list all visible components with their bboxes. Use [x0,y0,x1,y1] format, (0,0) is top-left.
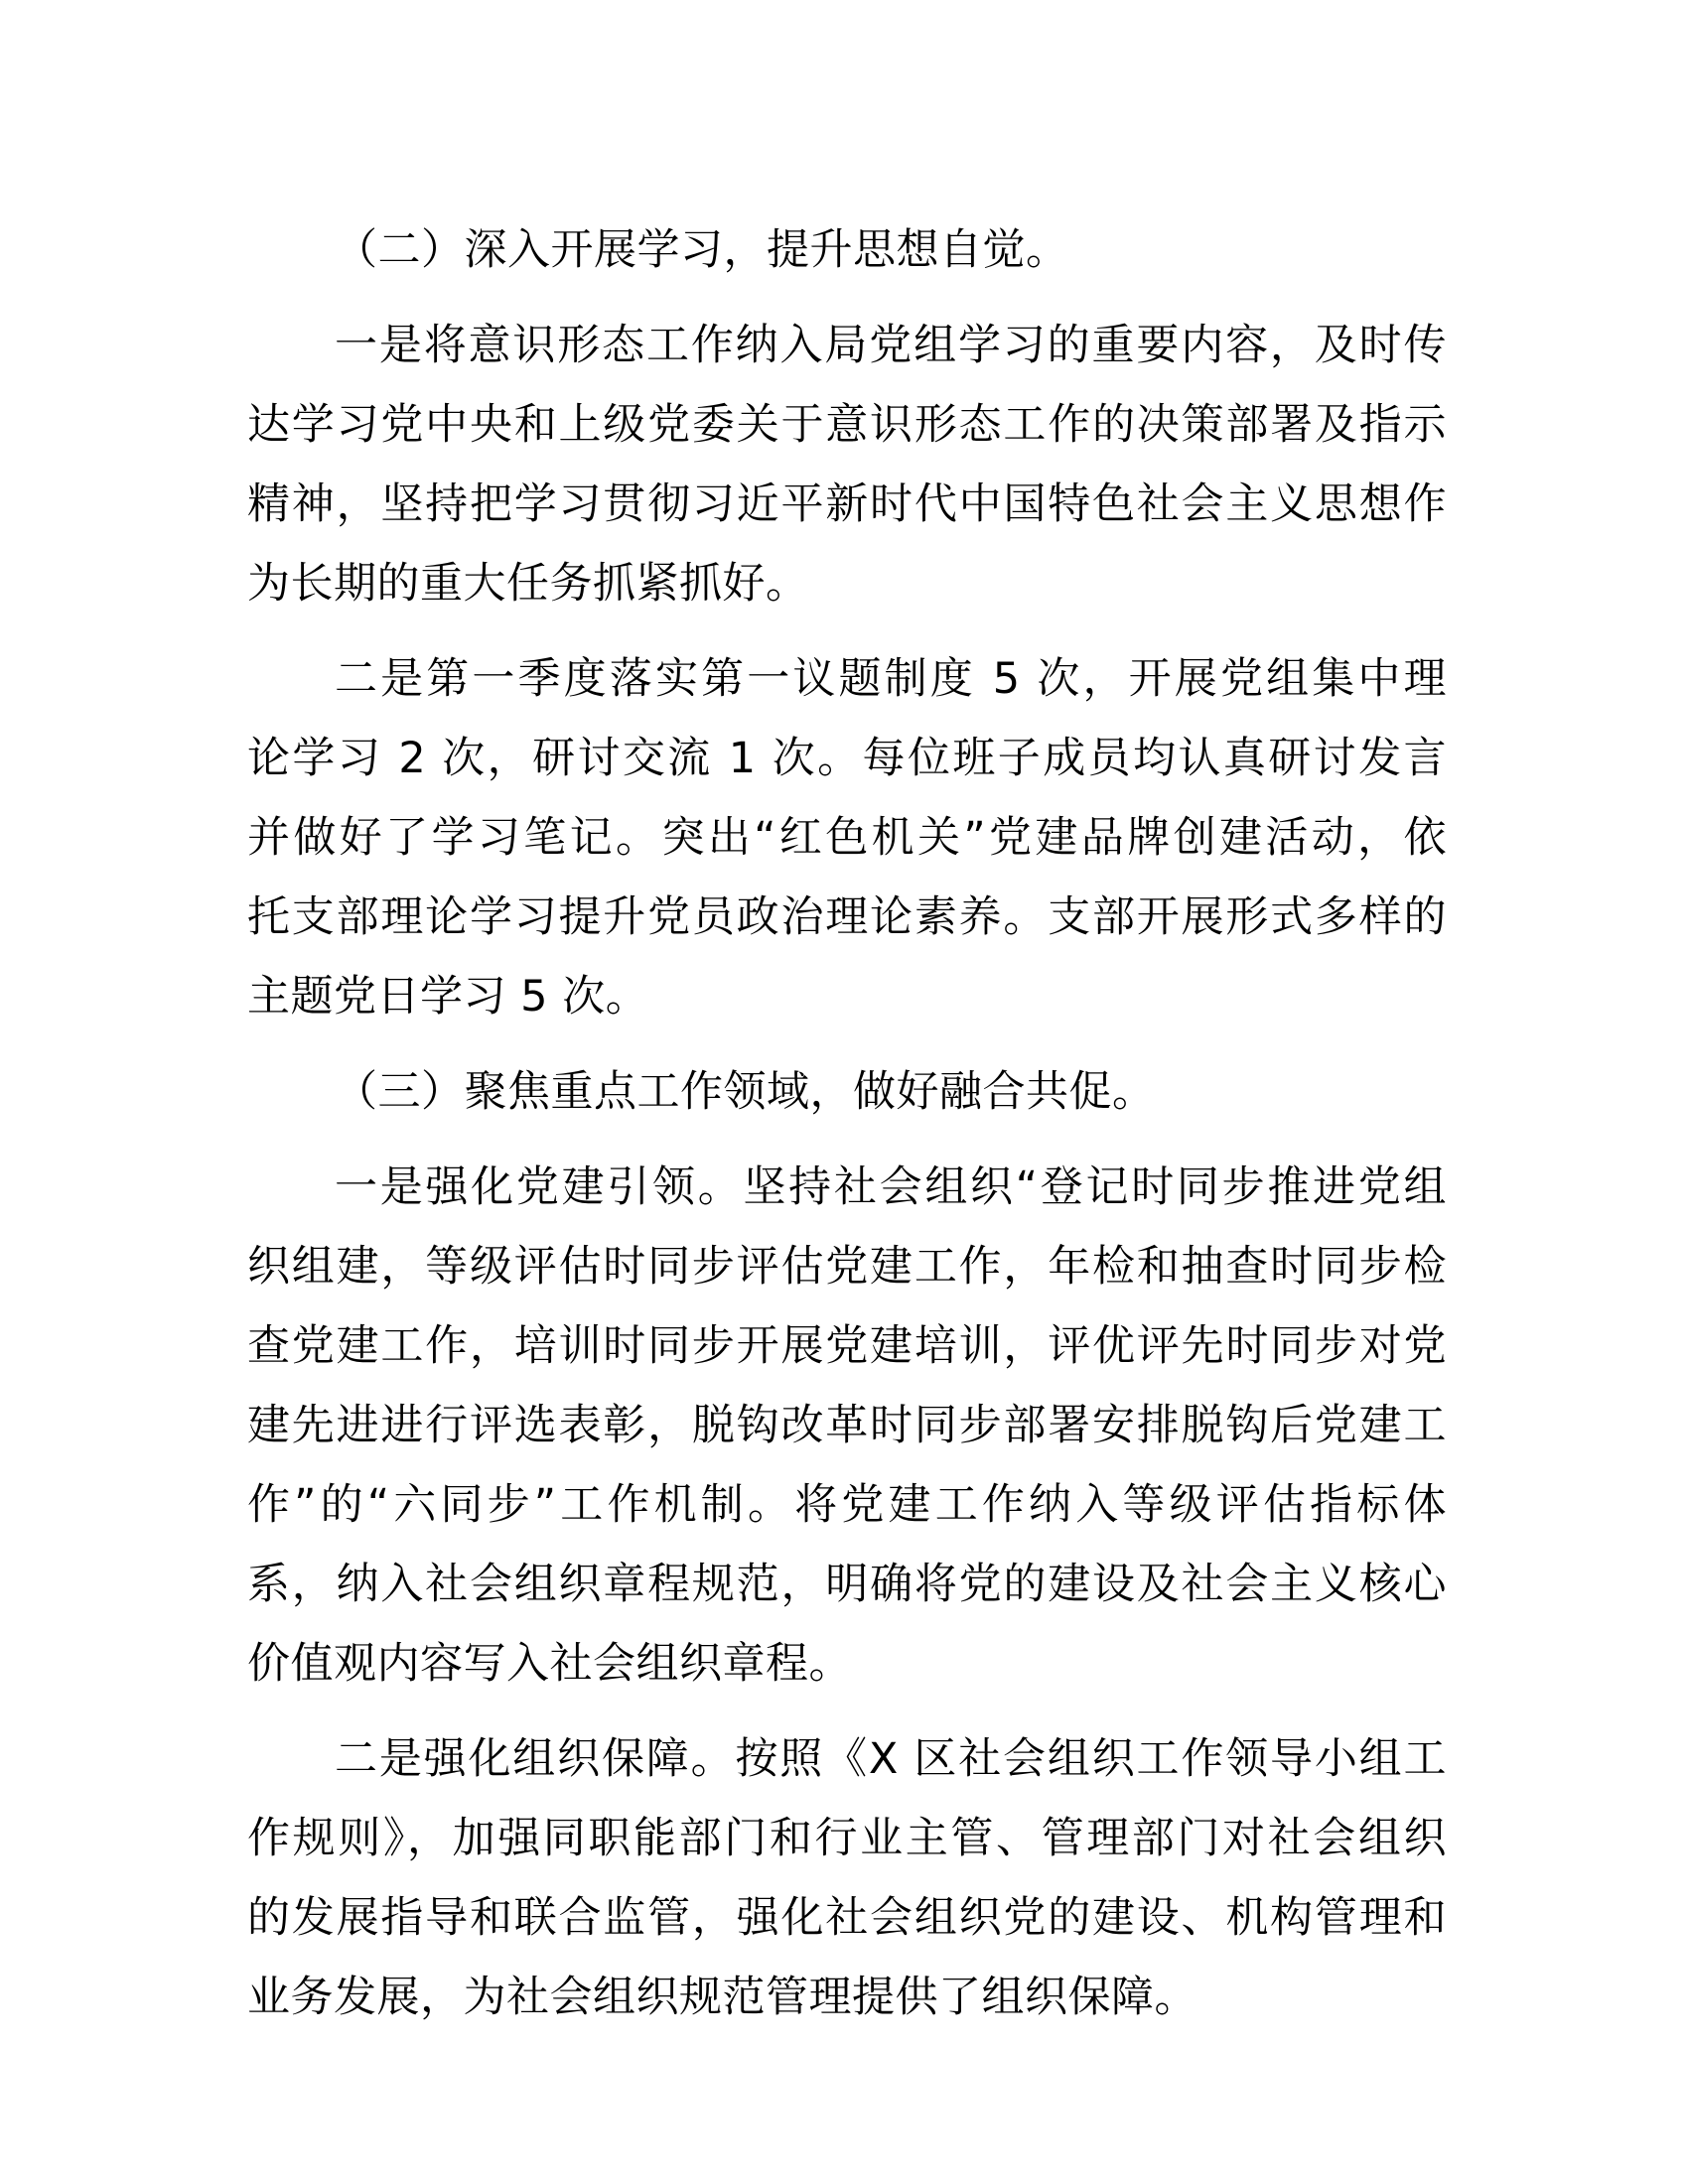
text-line: 一是将意识形态工作纳入局党组学习的重要内容，及时传 [335,321,1447,370]
text-line: 论学习 2 次，研讨交流 1 次。每位班子成员均认真研讨发言 [247,734,1447,783]
paragraph-first-quarter [247,639,1447,1036]
text-line: 系，纳入社会组织章程规范，明确将党的建设及社会主义核心 [247,1560,1447,1609]
text-line: 的发展指导和联合监管，强化社会组织党的建设、机构管理和 [247,1893,1447,1943]
text-line: 二是第一季度落实第一议题制度 5 次，开展党组集中理 [335,654,1447,704]
paragraph-study-content [247,306,1447,623]
text-line: 二是强化组织保障。按照《X 区社会组织工作领导小组工 [335,1734,1447,1784]
text-line: 价值观内容写入社会组织章程。 [247,1639,852,1689]
text-line: 业务发展，为社会组织规范管理提供了组织保障。 [247,1973,1197,2022]
section-heading-2: （二）深入开展学习，提升思想自觉。 [335,225,1069,275]
text-line: 查党建工作，培训时同步开展党建培训，评优评先时同步对党 [247,1321,1447,1371]
text-line: 建先进进行评选表彰，脱钩改革时同步部署安排脱钩后党建工 [247,1401,1447,1450]
text-line: 并做好了学习笔记。突出“红色机关”党建品牌创建活动，依 [247,813,1447,863]
text-line: 托支部理论学习提升党员政治理论素养。支部开展形式多样的 [247,892,1447,942]
paragraph-organization-guarantee [247,1719,1447,2037]
paragraph-party-building [247,1148,1447,1704]
text-line: 为长期的重大任务抓紧抓好。 [247,559,809,609]
section-heading-3: （三）聚焦重点工作领域，做好融合共促。 [335,1067,1156,1117]
text-line: 作”的“六同步”工作机制。将党建工作纳入等级评估指标体 [247,1480,1447,1530]
text-line: 作规则》，加强同职能部门和行业主管、管理部门对社会组织 [247,1814,1447,1863]
text-line: 精神，坚持把学习贯彻习近平新时代中国特色社会主义思想作 [247,479,1447,529]
text-line: 主题党日学习 5 次。 [247,972,649,1022]
text-line: 达学习党中央和上级党委关于意识形态工作的决策部署及指示 [247,400,1447,450]
document-body [247,210,1447,2037]
text-line: 一是强化党建引领。坚持社会组织“登记时同步推进党组 [335,1162,1447,1212]
text-line: 织组建，等级评估时同步评估党建工作，年检和抽查时同步检 [247,1242,1447,1292]
